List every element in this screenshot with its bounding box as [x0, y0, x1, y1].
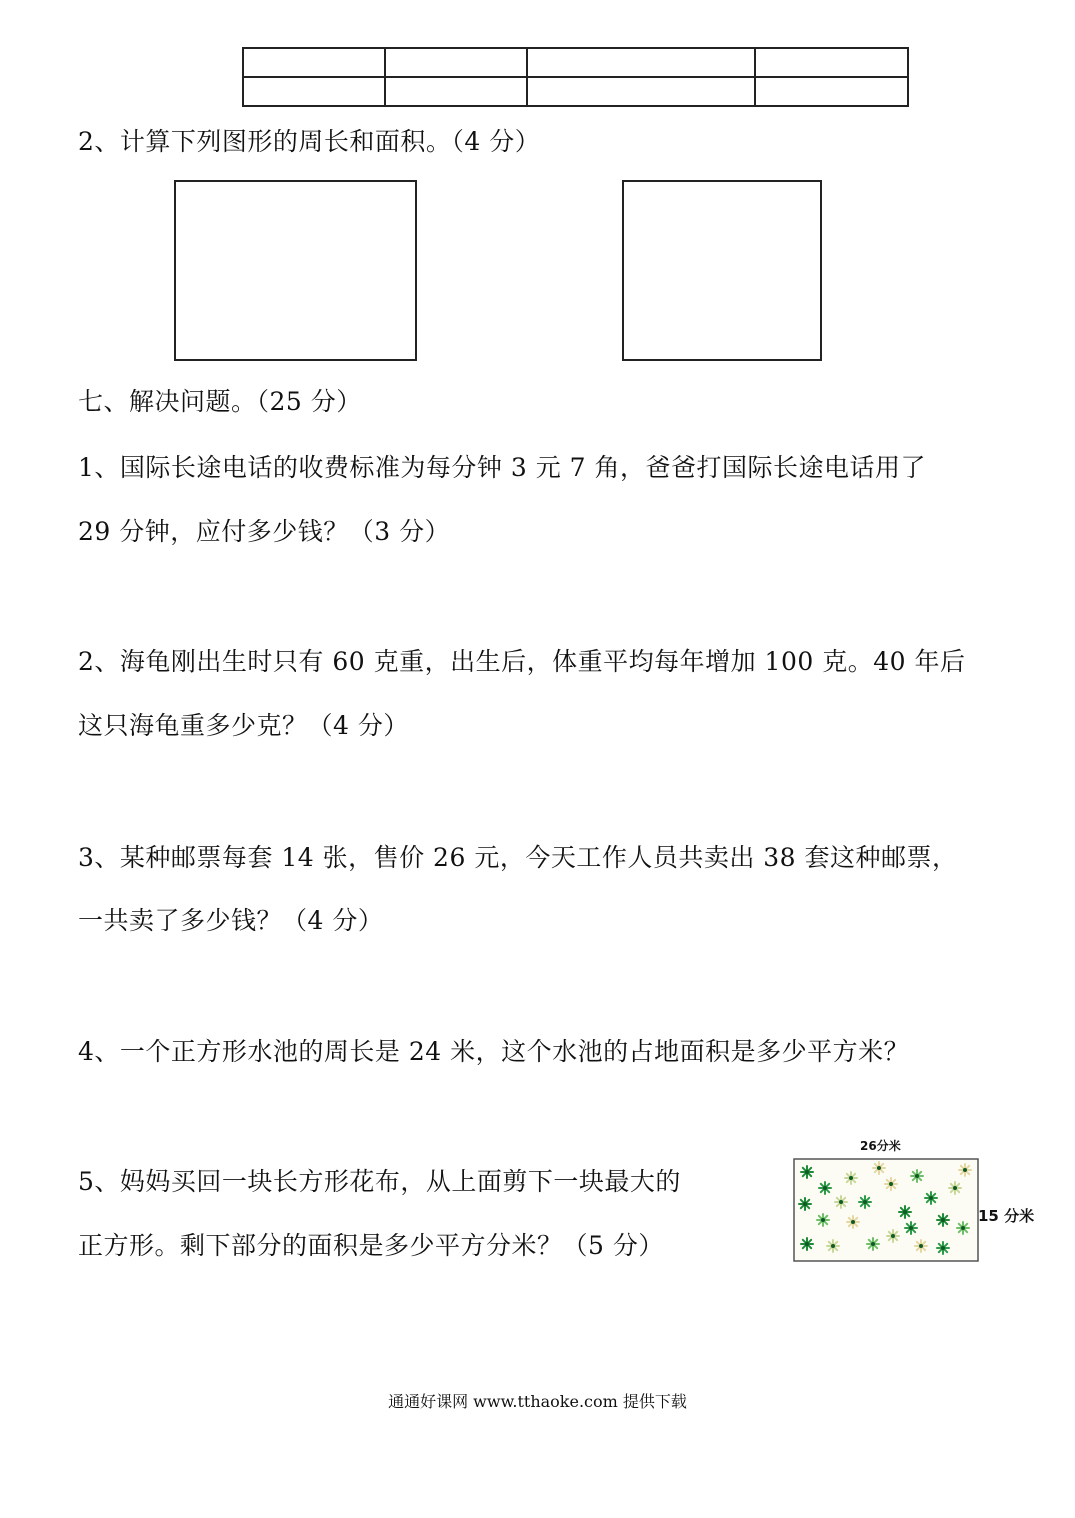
flower-icon: [819, 1182, 831, 1194]
section-heading: 七、解决问题。（25 分）: [78, 387, 362, 416]
fabric-outline: [794, 1159, 978, 1261]
flower-icon: [835, 1196, 847, 1208]
flower-icon: [949, 1182, 961, 1194]
flower-icon: [957, 1222, 969, 1234]
table-cell: [755, 77, 908, 106]
fabric-width-label: 15 分米: [978, 1207, 1035, 1225]
flower-icon: [925, 1192, 937, 1204]
table-row: [243, 77, 908, 106]
fabric-length-label: 26分米: [860, 1139, 901, 1153]
rectangle-figure: [174, 180, 417, 361]
flower-icon: [911, 1170, 923, 1182]
flower-icon: [859, 1196, 871, 1208]
problem-3-line-1: 3、某种邮票每套 14 张，售价 26 元，今天工作人员共卖出 38 套这种邮票，: [78, 843, 958, 872]
flower-icon: [885, 1178, 897, 1190]
square-figure: [622, 180, 822, 361]
flower-icon: [937, 1214, 949, 1226]
table-cell: [385, 77, 527, 106]
flower-icon: [905, 1222, 917, 1234]
floral-fabric-figure: [793, 1158, 981, 1264]
table-cell: [385, 48, 527, 77]
problem-5-line-2: 正方形。剩下部分的面积是多少平方分米？（5 分）: [78, 1231, 664, 1260]
flower-icon: [959, 1164, 971, 1176]
flower-icon: [847, 1216, 859, 1228]
problem-3-line-2: 一共卖了多少钱？（4 分）: [78, 906, 384, 935]
flower-icon: [801, 1238, 813, 1250]
flower-icon: [817, 1214, 829, 1226]
answer-table: [242, 47, 909, 107]
flower-icon: [937, 1242, 949, 1254]
table-cell: [243, 77, 385, 106]
flower-icon: [799, 1198, 811, 1210]
flower-icon: [873, 1162, 885, 1174]
flower-icon: [915, 1240, 927, 1252]
problem-1-line-2: 29 分钟，应付多少钱？（3 分）: [78, 517, 451, 546]
table-cell: [243, 48, 385, 77]
problem-2-line-2: 这只海龟重多少克？（4 分）: [78, 711, 409, 740]
flower-icon: [899, 1206, 911, 1218]
footer-source: 通通好课网 www.tthaoke.com 提供下载: [388, 1392, 687, 1411]
problem-5-line-1: 5、妈妈买回一块长方形花布，从上面剪下一块最大的: [78, 1167, 681, 1196]
flower-icon: [867, 1238, 879, 1250]
flower-icon: [887, 1230, 899, 1242]
table-cell: [755, 48, 908, 77]
table-cell: [527, 48, 755, 77]
problem-4-line-1: 4、一个正方形水池的周长是 24 米，这个水池的占地面积是多少平方米？: [78, 1037, 910, 1066]
question-perimeter-area: 2、计算下列图形的周长和面积。（4 分）: [78, 127, 541, 156]
table-row: [243, 48, 908, 77]
flower-icon: [827, 1240, 839, 1252]
problem-2-line-1: 2、海龟刚出生时只有 60 克重，出生后，体重平均每年增加 100 克。40 年后: [78, 647, 966, 676]
flower-icon: [801, 1166, 813, 1178]
problem-1-line-1: 1、国际长途电话的收费标准为每分钟 3 元 7 角，爸爸打国际长途电话用了: [78, 453, 927, 482]
table-cell: [527, 77, 755, 106]
flower-icon: [845, 1172, 857, 1184]
